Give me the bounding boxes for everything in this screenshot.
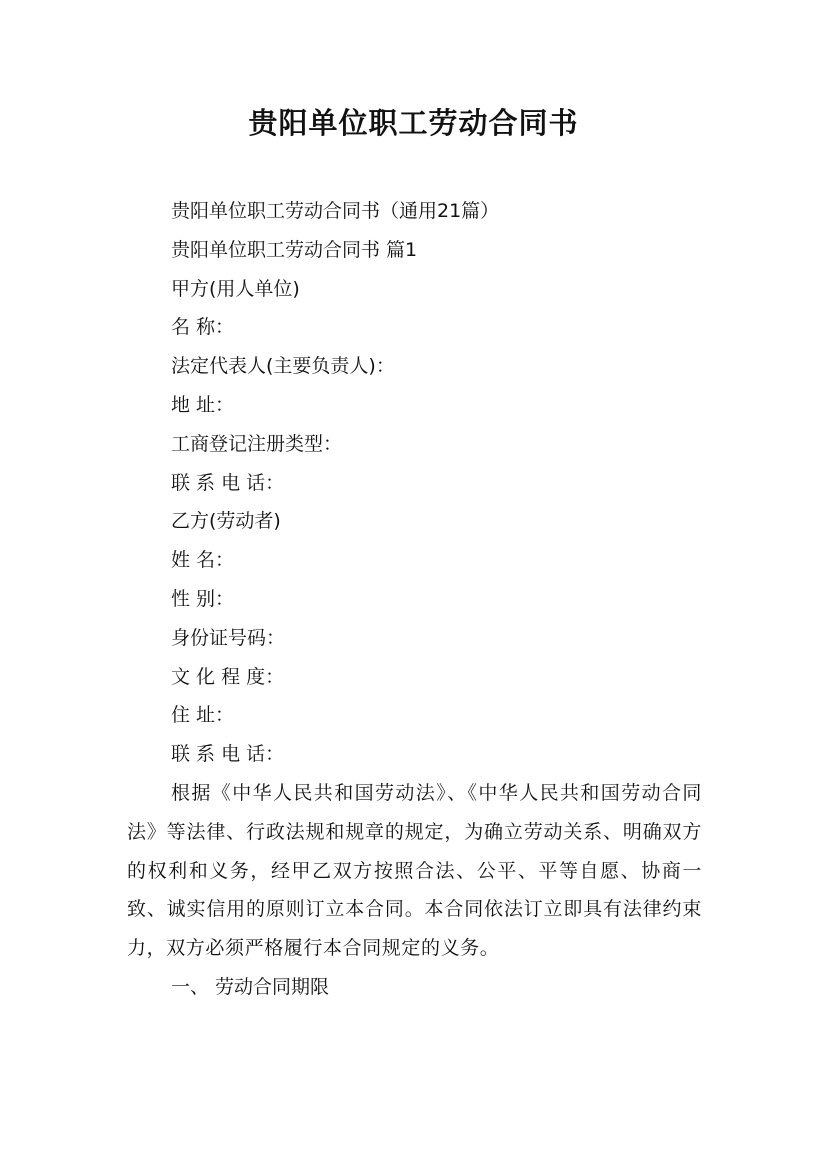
document-body (127, 192, 702, 1007)
party-b-id-number-field: 身份证号码： (171, 626, 286, 649)
party-a-name-field: 名 称： (171, 316, 235, 339)
document-title: 贵阳单位职工劳动合同书 (248, 106, 579, 140)
party-a-representative-field: 法定代表人(主要负责人)： (171, 355, 395, 378)
preamble-paragraph: 根据《中华人民共和国劳动法》、《中华人民共和国劳动合同法》等法律、行政法规和规章的规定，为确立劳动关系、明确双方的权利和义务，经甲乙双方按照合法、公平、平等自愿、协商一致、诚实信用的原则订立本合同。本合同依法订立即具有法律约束力，双方必须严格履行本合同规定的义务。 (127, 781, 702, 960)
party-b-gender-field: 性 别： (171, 587, 235, 610)
party-b-heading: 乙方(劳动者) (171, 510, 281, 533)
party-b-phone-field: 联 系 电 话： (171, 743, 285, 766)
party-a-address-field: 地 址： (171, 393, 235, 416)
party-a-heading: 甲方(用人单位) (171, 277, 300, 300)
article-heading: 贵阳单位职工劳动合同书 篇1 (171, 238, 418, 261)
subtitle-line: 贵阳单位职工劳动合同书（通用21篇） (171, 200, 500, 222)
party-b-education-field: 文 化 程 度： (171, 665, 285, 688)
party-b-name-field: 姓 名： (171, 549, 235, 572)
section-heading-contract-term: 一、 劳动合同期限 (171, 975, 330, 998)
party-a-registration-type-field: 工商登记注册类型： (171, 432, 343, 455)
party-b-address-field: 住 址： (171, 704, 235, 727)
party-a-phone-field: 联 系 电 话： (171, 471, 285, 494)
